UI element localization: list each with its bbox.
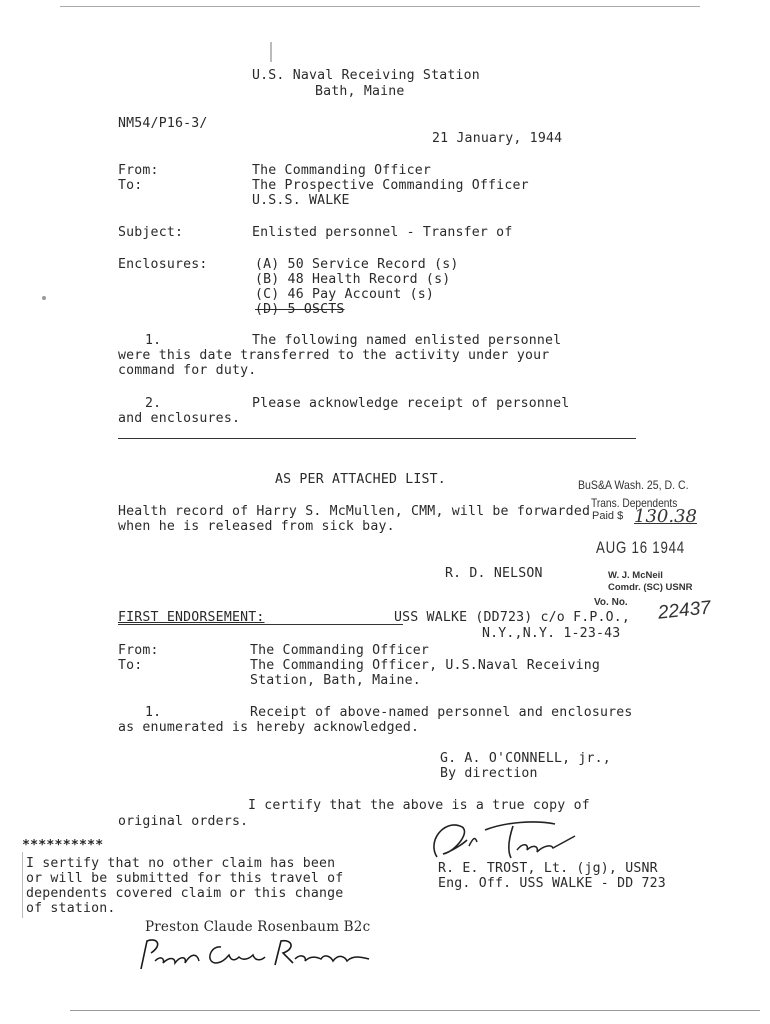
enclosures-label: Enclosures: (118, 257, 208, 272)
claim-line: or will be submitted for this travel of (26, 871, 344, 886)
endorsement-signer-note: By direction (440, 766, 538, 781)
endorsement-para-line: as enumerated is hereby acknowledged. (118, 720, 420, 735)
enclosure-item: (B) 48 Health Record (s) (255, 272, 451, 287)
rosenbaum-signature (135, 935, 375, 975)
signer-name: R. D. NELSON (445, 566, 543, 581)
endorsement-to-value: Station, Bath, Maine. (250, 673, 421, 688)
claim-line: I sertify that no other claim has been (26, 856, 336, 871)
endorsement-signer: G. A. O'CONNELL, jr., (440, 751, 611, 766)
scan-mark (42, 296, 46, 300)
endorsement-rule (118, 624, 403, 625)
para1-line: The following named enlisted personnel (252, 333, 562, 348)
claim-line: dependents covered claim or this change (26, 886, 344, 901)
claim-stars: ********** (22, 838, 104, 853)
from-label: From: (118, 163, 159, 178)
endorsement-para-line: Receipt of above-named personnel and enclosures (250, 705, 633, 720)
stamp-voucher-number: 22437 (656, 597, 712, 624)
health-note-line: when he is released from sick bay. (118, 519, 395, 534)
para2-number: 2. (145, 396, 162, 411)
top-edge-line (60, 6, 700, 7)
endorsement-title: FIRST ENDORSEMENT: (118, 610, 265, 625)
stamp-purpose: Trans. Dependents (591, 496, 678, 510)
stamp-paid-amount: 130.38 (634, 506, 697, 527)
endorsement-ship-line2: N.Y.,N.Y. 1-23-43 (482, 626, 621, 641)
to-label: To: (118, 178, 143, 193)
to-value-2: U.S.S. WALKE (252, 193, 350, 208)
scan-mark (270, 42, 272, 62)
endorsement-to-label: To: (118, 658, 143, 673)
stamp-office: BuS&A Wash. 25, D. C. (578, 478, 689, 492)
para2-line: and enclosures. (118, 411, 241, 426)
endorsement-to-value: The Commanding Officer, U.S.Naval Receiving (250, 658, 601, 673)
health-note-line: Health record of Harry S. McMullen, CMM, will be forwarded (118, 504, 591, 519)
bottom-edge-line (70, 1010, 760, 1011)
certifier-title: Eng. Off. USS WALKE - DD 723 (438, 876, 666, 891)
station-location: Bath, Maine (315, 84, 405, 99)
endorsement-para-number: 1. (145, 705, 162, 720)
enclosure-item: (C) 46 Pay Account (s) (255, 287, 435, 302)
certifier-name: R. E. TROST, Lt. (jg), USNR (438, 861, 658, 876)
station-name: U.S. Naval Receiving Station (252, 68, 480, 83)
stamp-officer: W. J. McNeil (608, 570, 663, 581)
from-value: The Commanding Officer (252, 163, 432, 178)
subject-value: Enlisted personnel - Transfer of (252, 225, 513, 240)
letter-date: 21 January, 1944 (432, 131, 563, 146)
stamp-voucher-label: Vo. No. (594, 597, 628, 608)
enclosure-item-struck: (D) 5 OSCTS (255, 302, 345, 317)
para1-line: command for duty. (118, 363, 257, 378)
para1-number: 1. (145, 333, 162, 348)
stamp-officer-title: Comdr. (SC) USNR (608, 582, 693, 593)
file-reference: NM54/P16-3/ (118, 116, 208, 131)
claimant-name: Preston Claude Rosenbaum B2c (145, 919, 371, 935)
stamp-date: AUG 16 1944 (596, 538, 685, 557)
claim-line: of station. (26, 901, 116, 916)
endorsement-from-label: From: (118, 643, 159, 658)
endorsement-from-value: The Commanding Officer (250, 643, 430, 658)
stamp-paid-label: Paid $ (592, 510, 624, 522)
section-rule (118, 438, 636, 439)
to-value-1: The Prospective Commanding Officer (252, 178, 529, 193)
subject-label: Subject: (118, 225, 184, 240)
attached-list-note: AS PER ATTACHED LIST. (275, 472, 446, 487)
claim-margin-line (22, 852, 23, 918)
para1-line: were this date transferred to the activity under your (118, 348, 550, 363)
endorsement-ship: USS WALKE (DD723) c/o F.P.O., (394, 610, 631, 625)
certification-line: original orders. (118, 814, 249, 829)
enclosure-item: (A) 50 Service Record (s) (255, 257, 459, 272)
certification-line: I certify that the above is a true copy of (248, 798, 590, 813)
para2-line: Please acknowledge receipt of personnel (252, 396, 570, 411)
